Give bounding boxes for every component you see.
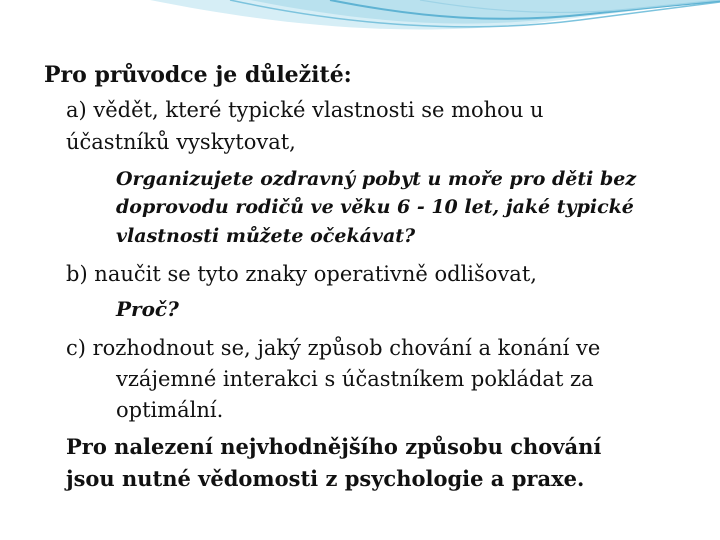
conclusion-line-2: jsou nutné vědomosti z psychologie a praxe. [66,466,585,491]
item-a-line-1: a) vědět, které typické vlastnosti se mohou u [66,98,544,122]
item-c-line-3: optimální. [116,398,224,422]
slide-heading: Pro průvodce je důležité: [44,62,352,88]
item-a-line-2: účastníků vyskytovat, [66,130,296,154]
conclusion-line-1: Pro nalezení nejvhodnějšího způsobu chování [66,434,602,459]
item-c-line-2: vzájemné interakci s účastníkem pokládat za [116,367,594,391]
example-a-line-3: vlastnosti můžete očekávat? [116,225,416,247]
item-c-line-1: c) rozhodnout se, jaký způsob chování a konání ve [66,336,601,360]
example-a-line-2: doprovodu rodičů ve věku 6 - 10 let, jaké typické [116,196,634,218]
example-a-line-1: Organizujete ozdravný pobyt u moře pro děti bez [116,168,637,190]
item-b-line-1: b) naučit se tyto znaky operativně odlišovat, [66,262,537,286]
example-b-line-1: Proč? [116,297,179,321]
